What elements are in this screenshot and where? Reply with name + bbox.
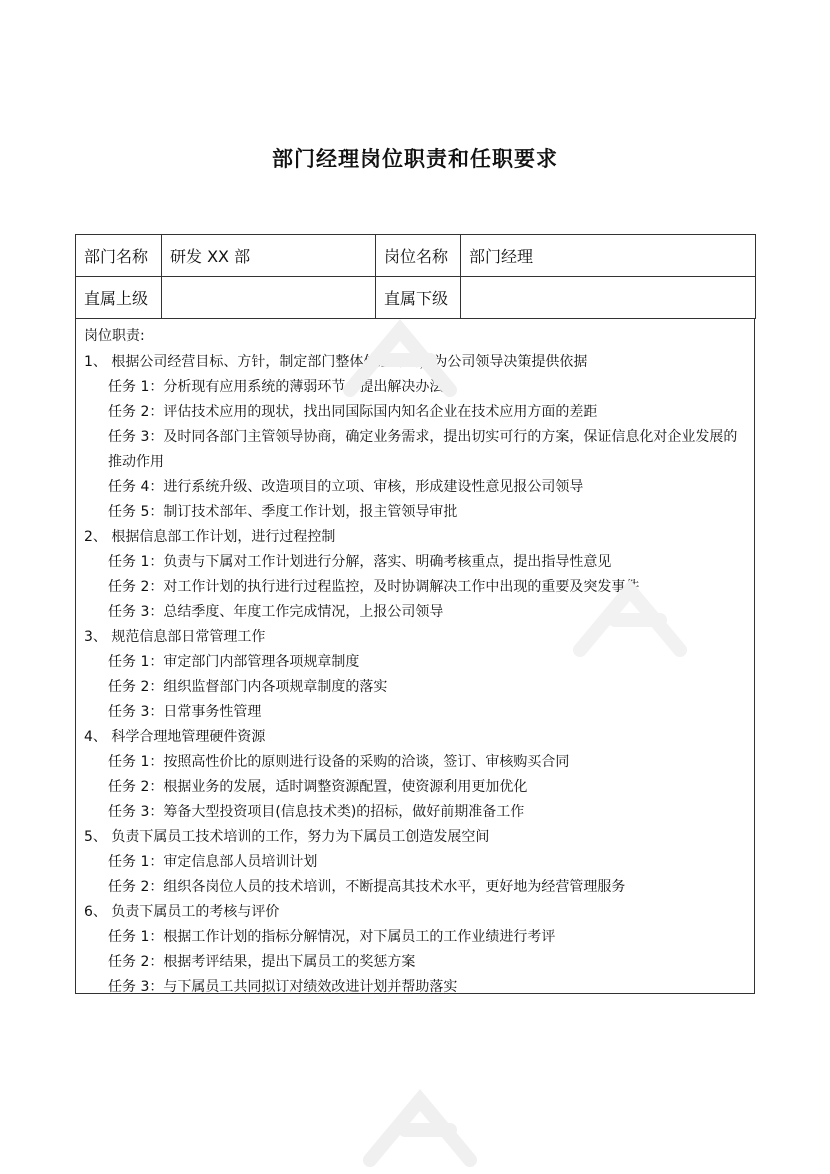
- section-title: 6、 负责下属员工的考核与评价: [84, 904, 280, 920]
- section-title: 1、 根据公司经营目标、方针，制定部门整体信息计划，为公司领导决策提供依据: [84, 354, 588, 370]
- subordinate-label: 直属下级: [376, 277, 461, 319]
- task-item: 任务 3：与下属员工共同拟订对绩效改进计划并帮助落实: [108, 979, 458, 995]
- position-info-table: [75, 234, 756, 319]
- task-item: 任务 1：按照高性价比的原则进行设备的采购的洽谈，签订、审核购买合同: [108, 754, 570, 770]
- task-item: 任务 2：根据业务的发展，适时调整资源配置，使资源利用更加优化: [108, 779, 528, 795]
- duty-section-1: [84, 350, 746, 525]
- duty-section-4: [84, 725, 746, 825]
- section-title: 4、 科学合理地管理硬件资源: [84, 729, 266, 745]
- task-item: 任务 2：对工作计划的执行进行过程监控，及时协调解决工作中出现的重要及突发事件: [108, 579, 640, 595]
- task-item: 任务 3：筹备大型投资项目(信息技术类)的招标，做好前期准备工作: [108, 804, 525, 820]
- page-title: 部门经理岗位职责和任职要求: [272, 147, 558, 171]
- section-title: 3、 规范信息部日常管理工作: [84, 629, 266, 645]
- task-item: 任务 4：进行系统升级、改造项目的立项、审核，形成建设性意见报公司领导: [108, 479, 584, 495]
- task-item: 任务 1：审定部门内部管理各项规章制度: [108, 654, 360, 670]
- duty-section-6: [84, 900, 746, 1000]
- superior-label: 直属上级: [76, 277, 162, 319]
- task-item: 任务 1：负责与下属对工作计划进行分解，落实、明确考核重点，提出指导性意见: [108, 554, 612, 570]
- task-item: 任务 1：分析现有应用系统的薄弱环节，提出解决办法: [108, 379, 444, 395]
- section-title: 5、 负责下属员工技术培训的工作，努力为下属员工创造发展空间: [84, 829, 490, 845]
- task-item: 任务 2：评估技术应用的现状，找出同国际国内知名企业在技术应用方面的差距: [108, 404, 598, 420]
- duty-section-2: [84, 525, 746, 625]
- task-item: 任务 1：审定信息部人员培训计划: [108, 854, 318, 870]
- task-item: 任务 2：组织各岗位人员的技术培训，不断提高其技术水平，更好地为经营管理服务: [108, 879, 626, 895]
- task-item: 任务 2：组织监督部门内各项规章制度的落实: [108, 679, 388, 695]
- section-title: 2、 根据信息部工作计划，进行过程控制: [84, 529, 336, 545]
- duties-heading: 岗位职责:: [84, 328, 145, 344]
- task-item: 任务 3：日常事务性管理: [108, 704, 262, 720]
- duties-cell: [75, 319, 755, 994]
- dept-value: 研发 XX 部: [162, 235, 376, 277]
- task-item: 任务 3：及时同各部门主管领导协商，确定业务需求，提出切实可行的方案，保证信息化对企业发展的推动作用: [108, 429, 738, 470]
- dept-label: 部门名称: [76, 235, 162, 277]
- task-item: 任务 5：制订技术部年、季度工作计划，报主管领导审批: [108, 504, 458, 520]
- duty-section-5: [84, 825, 746, 900]
- table-row: [76, 277, 756, 319]
- subordinate-value: [461, 277, 756, 319]
- position-value: 部门经理: [461, 235, 756, 277]
- duty-section-3: [84, 625, 746, 725]
- position-label: 岗位名称: [376, 235, 461, 277]
- superior-value: [162, 277, 376, 319]
- watermark-mark: [350, 1080, 510, 1170]
- task-item: 任务 1：根据工作计划的指标分解情况，对下属员工的工作业绩进行考评: [108, 929, 556, 945]
- task-item: 任务 3：总结季度、年度工作完成情况，上报公司领导: [108, 604, 444, 620]
- table-row: [76, 235, 756, 277]
- task-item: 任务 2：根据考评结果，提出下属员工的奖惩方案: [108, 954, 416, 970]
